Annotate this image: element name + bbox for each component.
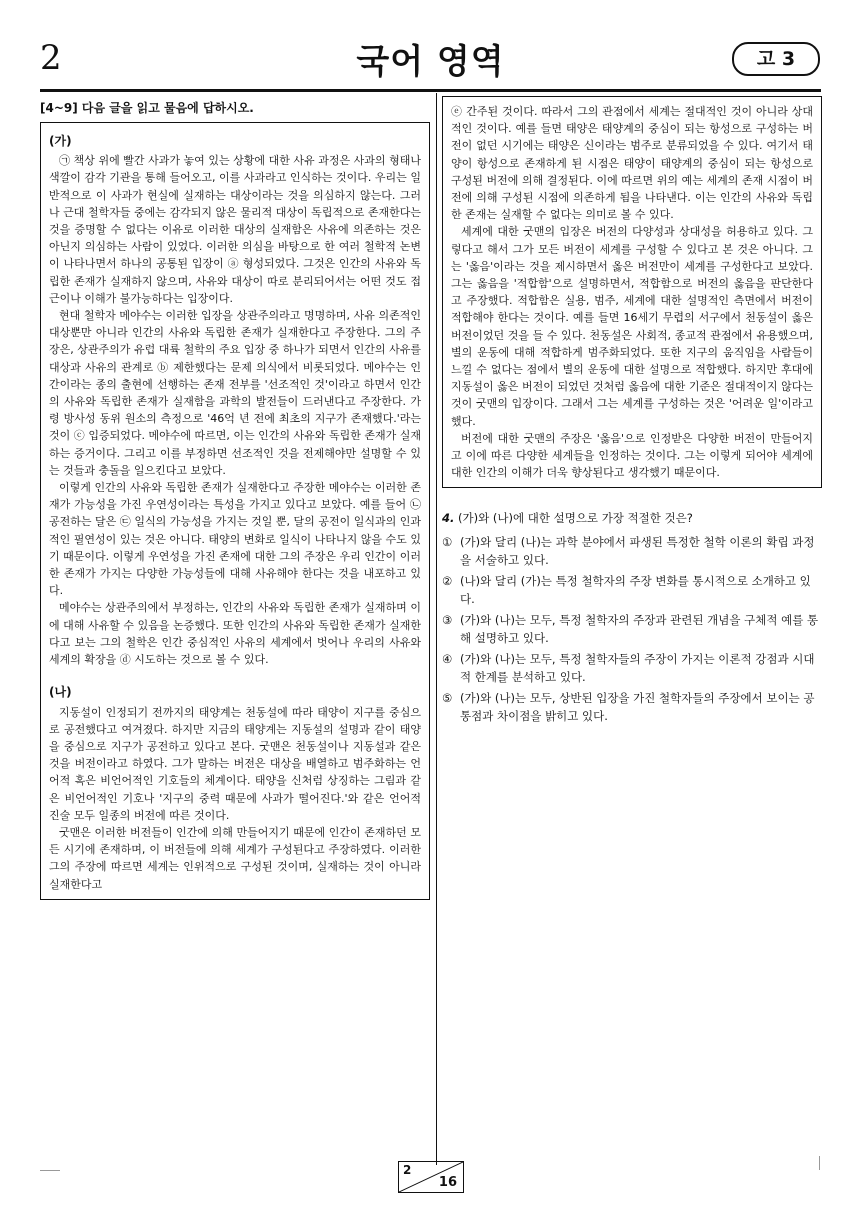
footer-mark-left: [40, 1170, 60, 1171]
option-1-number: ①: [442, 535, 453, 550]
passage-na-continued-2: 세계에 대한 굿맨의 입장은 버전의 다양성과 상대성을 허용하고 있다. 그렇다고 해서 그가 모든 버전이 세계를 구성할 수 있다고 본 것은 아니다. 그는 '옳음'이라는 것을 제시하면서 옳은 버전만이 세계를 구성한다고 보았다. 그는 옳음을 '적합함'으로 설명하면서, 적합함으로 버전의 옳음을 판단한다고 주장했다. 적합함은 실용, 범주, 세계에 대한 설명적인 측면에서 버전이 적합해야 한다는 것이다. 예를 들면 16세기 무렵의 서구에서 천동설이 옳은 버전이었던 것을 들 수 있다. 천동설은 사회적, 종교적 관점에서 유용했으며, 별의 운동에 대해 적합하게 범주화되었다. 또한 지구의 움직임을 사람들이 느낄 수 없다는 점에서 별의 운동에 대한 설명으로 적합했다. 하지만 후대에 지동설이 옳은 버전이 되었던 것처럼 옳음에 대한 기준은 절대적이지 않다는 것이 굿맨의 입장이다. 그래서 그는 세계를 구성하는 것은 '어려운 일'이라고 했다.: [451, 225, 813, 428]
footer-mark-right: [819, 1156, 821, 1170]
passage-ga-paragraph-4: 메야수는 상관주의에서 부정하는, 인간의 사유와 독립한 존재가 실재하며 이에 대해 사유할 수 있음을 논증했다. 또한 인간의 사유와 독립한 존재가 실재한다고 보는 그의 철학은 인간 중심적인 사유의 세계에서 벗어나 우리의 사유와 세계의 확장을 ⓓ 시도하는 것으로 볼 수 있다.: [49, 601, 421, 667]
passage-na-paragraph-1: 지동설이 인정되기 전까지의 태양계는 천동설에 따라 태양이 지구를 중심으로 공전했다고 여겨졌다. 하지만 지금의 태양계는 지동설의 설명과 같이 태양을 중심으로 지구가 공전하고 있다고 본다. 굿맨은 천동설이나 지동설과 같은 것을 버전이라고 하였다. 그가 말하는 버전은 대상을 배열하고 범주화하는 언어적 혹은 비언어적인 기호들의 체계이다. 태양을 신처럼 상징하는 그림과 같은 비언어적인 기호나 '지구의 중력 때문에 사과가 떨어진다.'와 같은 언어적 진술 모두 일종의 버전에 따른 것이다.: [49, 705, 421, 822]
subject-title: 국어 영역: [356, 42, 505, 82]
passage-ga-paragraph-3: 이렇게 인간의 사유와 독립한 존재가 실재한다고 주장한 메야수는 이러한 존재가 가능성을 가진 우연성이라는 특성을 가지고 있다고 보았다. 예를 들어 ㉡ 공전하는 달은 ㉢ 일식의 가능성을 가지는 것일 뿐, 달의 공전이 일식과의 인과적인 필연성이 있는 것은 아니다. 태양의 변화로 일식이 나타나지 않을 수도 있기 때문이다. 이렇게 우연성을 가진 존재에 대한 그의 주장은 우리 인간이 이러한 존재가 가지는 다양한 가능성들에 대해 사유해야 한다는 것을 내포하고 있다.: [49, 481, 421, 598]
question-number: 4.: [442, 511, 455, 526]
option-4-number: ④: [442, 652, 453, 667]
question-stem: [442, 510, 822, 526]
passage-na-continued-3: 버전에 대한 굿맨의 주장은 '옳음'으로 인정받은 다양한 버전이 만들어지고 이에 따른 다양한 세계들을 인정하는 것이다. 그는 이렇게 되어야 세계에 대한 인간의 이해가 더욱 향상된다고 생각했기 때문이다.: [451, 431, 813, 480]
passage-ga-paragraph-1: ㉠ 책상 위에 빨간 사과가 놓여 있는 상황에 대한 사유 과정은 사과의 형태나 색깔이 감각 기관을 통해 들어오고, 이를 사과라고 인식하는 것이다. 우리는 일반적으로 이 사과가 현실에 실재하는 대상이라는 것을 의심하지 않는다. 그러나 근대 철학자들 중에는 감각되지 않은 물리적 대상이 독립적으로 존재한다는 것을 증명할 수 없다는 이유로 이러한 대상의 실재함은 사유에 의존하는 것은 아닌지 의심하는 사람이 있었다. 이러한 의심을 바탕으로 한 여러 철학적 논변이 나타나면서 하나의 공통된 입장이 ⓐ 형성되었다. 그것은 인간의 사유와 독립한 존재가 실재하지 않으며, 사유와 대상이 따로 분리되어서는 어떤 것도 접근이나 이해가 불가능하다는 입장이다.: [49, 154, 421, 305]
option-2-number: ②: [442, 574, 453, 589]
option-3-number: ③: [442, 613, 453, 628]
header-rule: [40, 89, 821, 92]
passage-box-left: [40, 122, 430, 900]
option-5-number: ⑤: [442, 691, 453, 706]
passage-na-continued-1: ⓔ 간주된 것이다. 따라서 그의 관점에서 세계는 절대적인 것이 아니라 상대적인 것이다. 예를 들면 태양은 태양계의 중심이 되는 항성으로 구성하는 버전이 없던 시기에는 태양은 신이라는 범주로 분류되었을 수 있다. 여기서 태양이 항성으로 존재하게 된 시점은 태양이 태양계의 중심이 되는 항성으로 구성된 버전에 의해 결정된다. 이에 따르면 위의 예는 세계의 존재 시점이 버전에 의해 구성된 시점에 의존하게 됨을 나타낸다. 이는 인간의 사유와 독립한 존재는 실재할 수 없다는 의미로 볼 수 있다.: [451, 105, 813, 222]
grade-badge: 고 3: [732, 42, 820, 76]
passage-ga-paragraph-2: 현대 철학자 메야수는 이러한 입장을 상관주의라고 명명하며, 사유 의존적인 대상뿐만 아니라 인간의 사유와 독립한 존재가 실재한다고 주장한다. 그의 주장은, 상관주의가 유럽 대륙 철학의 주요 입장 중 하나가 되면서 인간의 사유를 대상과 사유의 관계로 ⓑ 제한했다는 문제 의식에서 비롯되었다. 메야수는 인간이라는 종의 출현에 선행하는 존재 전부를 '선조적인 것'이라고 하면서 인간의 사유와 독립한 존재가 실재함을 과학의 발전들이 드러낸다고 주장한다. 가령 방사성 동위 원소의 측정으로 '46억 년 전에 최초의 지구가 존재했다.'라는 것이 ⓒ 입증되었다. 메야수에 따르면, 이는 인간의 사유와 독립한 존재가 실재하는 증거이다. 그리고 이를 부정하면 선조적인 것을 전제해야만 설명할 수 있는 것들과 충돌을 일으킨다고 보았다.: [49, 309, 421, 477]
option-1[interactable]: [442, 534, 822, 569]
option-4[interactable]: [442, 651, 822, 686]
passage-ga-label: (가): [49, 134, 72, 148]
option-5[interactable]: [442, 690, 822, 725]
right-column: [442, 96, 822, 729]
page-indicator: [398, 1161, 464, 1193]
question-4: [442, 510, 822, 725]
option-2-text: (나)와 달리 (가)는 특정 철학자의 주장 변화를 통시적으로 소개하고 있다.: [460, 574, 811, 606]
option-3-text: (가)와 (나)는 모두, 특정 철학자의 주장과 관련된 개념을 구체적 예를 통해 설명하고 있다.: [460, 613, 819, 645]
passage-na-paragraph-2: 굿맨은 이러한 버전들이 인간에 의해 만들어지기 때문에 인간이 존재하던 모든 시기에 존재하며, 이 버전들에 의해 세계가 구성된다고 주장하였다. 이러한 그의 주장에 따르면 세계는 인위적으로 구성된 것이며, 실재하는 것이 아니라 실재한다고: [49, 825, 421, 891]
question-text: (가)와 (나)에 대한 설명으로 가장 적절한 것은?: [458, 511, 693, 526]
option-4-text: (가)와 (나)는 모두, 특정 철학자들의 주장이 가지는 이론적 강점과 시대적 한계를 분석하고 있다.: [460, 652, 815, 684]
option-1-text: (가)와 달리 (나)는 과학 분야에서 파생된 특정한 철학 이론의 확립 과정을 서술하고 있다.: [460, 535, 815, 567]
page-indicator-current: 2: [403, 1163, 412, 1177]
column-divider: [436, 93, 437, 1165]
page-indicator-total: 16: [438, 1175, 457, 1190]
passage-box-right: [442, 96, 822, 488]
left-column: [40, 96, 430, 900]
instruction: [4~9] 다음 글을 읽고 물음에 답하시오.: [40, 101, 254, 115]
passage-na-label: (나): [49, 685, 72, 700]
option-3[interactable]: [442, 612, 822, 647]
page-number: 2: [40, 38, 62, 78]
option-5-text: (가)와 (나)는 모두, 상반된 입장을 가진 철학자들의 주장에서 보이는 공통점과 차이점을 밝히고 있다.: [460, 691, 815, 723]
option-2[interactable]: [442, 573, 822, 608]
